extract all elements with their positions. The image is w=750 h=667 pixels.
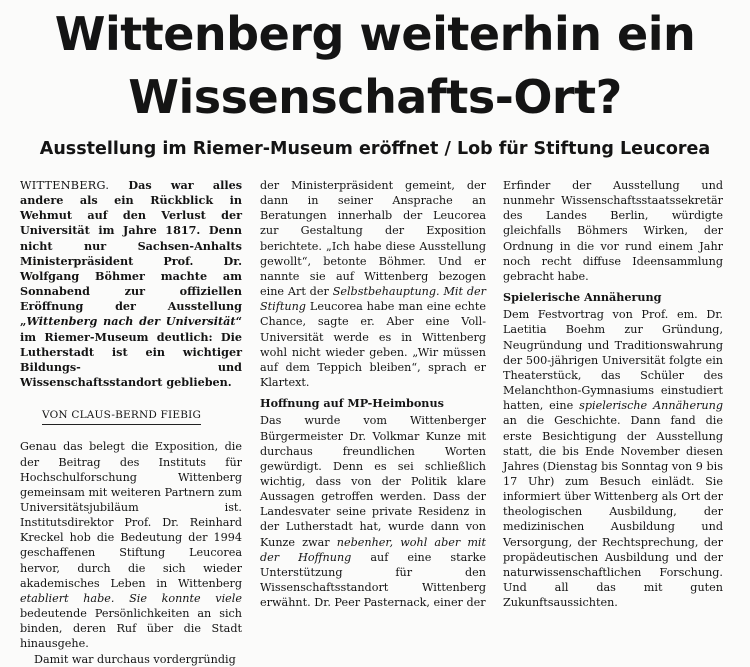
body-text: Das wurde vom Wittenberger Bürgermeister Dr. Volkmar Kunze mit durchaus freundlichen Worten gewürdigt. Denn es sei schließlich wichtig, dass von der Politik klare Aussagen getroffen werden. Dass der Landesvater seine private Residenz in der Lutherstadt hat, wurde dann von Kunze zwar: [260, 414, 486, 549]
body-text: Genau das belegt die Exposition, die der Beitrag des Instituts für Hochschulforschung Wittenberg gemeinsam mit weiteren Partnern zum Universitätsjubiläum ist. Institutsdirektor Prof. Dr. Reinhard Kreckel hob die Bedeutung der 1994 geschaffenen Stiftung Leucorea hervor, durch die sich wieder akademisches Leben in Wittenberg: [20, 440, 242, 590]
crosshead: Spielerische Annäherung: [503, 290, 662, 305]
body-text: auf eine starke Unterstützung für den Wissenschaftsstandort Wittenberg erwähnt. Dr. Peer Pasternack, einer der: [260, 550, 486, 610]
body-italic-text: spielerische Annäherung: [579, 399, 723, 413]
body-text: der Ministerpräsident gemeint, der dann in seiner Ansprache an Beratungen innerhalb der Leucorea zur Gestaltung der Exposition berichtete. „Ich habe diese Ausstellung gewollt“, betonte Böhmer. Und er nannte sie auf Wittenberg bezogen eine Art der: [260, 179, 486, 299]
body-italic-text: etabliert habe. Sie konnte viele: [20, 591, 242, 605]
body-text: bedeutende Persönlichkeiten an sich binden, deren Ruf über die Stadt hinausgehe.: [20, 607, 242, 651]
subheadline: Ausstellung im Riemer-Museum eröffnet / Lob für Stiftung Leucorea: [39, 139, 711, 159]
article-column-3: [503, 178, 723, 610]
lead-text-2: “ im Riemer-Museum deutlich: Die Lutherstadt ist ein wichtiger Bildungs- und Wissenschaftsstandort geblieben.: [20, 314, 242, 390]
body-text: an die Geschichte. Dann fand die erste Besichtigung der Ausstellung statt, die bis Ende November diesen Jahres (Dienstag bis Sonntag von 9 bis 17 Uhr) zum Besuch einlädt. Sie informiert über Wittenberg als Ort der theologischen Ausbildung, der medizinischen Ausbildung und Versorgung, der Rechtsprechung, der propädeutischen Ausbildung und der naturwissenschaftlichen Forschung. Und all das mit guten Zukunftsaussichten.: [503, 414, 723, 610]
headline-line-1: Wittenberg weiterhin ein: [54, 7, 696, 61]
lead-paragraph: [20, 178, 242, 390]
body-paragraph: [260, 178, 486, 390]
article-column-1: [20, 178, 242, 667]
body-text: Dem Festvortrag von Prof. em. Dr. Laetitia Boehm zur Gründung, Neugründung und Traditionswahrung der 500-jährigen Universität folgte ein Theaterstück, das Schüler des Melanchthon-Gymnasiums einstudiert hatten, eine: [503, 308, 723, 413]
byline: VON CLAUS-BERND FIEBIG: [42, 408, 201, 425]
body-paragraph: [20, 439, 242, 651]
body-paragraph: Erfinder der Ausstellung und nunmehr Wissenschaftsstaatssekretär des Landes Berlin, würdigte gleichfalls Böhmers Wirken, der Ordnung in die vor rund einem Jahr noch recht diffuse Ideensammlung gebracht habe.: [503, 179, 723, 283]
body-paragraph: [503, 307, 723, 610]
body-italic-text: Selbstbehauptung. Mit der Stiftung: [260, 285, 486, 314]
headline-line-2: Wissenschafts-Ort?: [128, 70, 622, 124]
lead-exhibition-title: Wittenberg nach der Universität: [26, 314, 236, 329]
body-text: Leucorea habe man eine echte Chance, sagte er. Aber eine Voll-Universität werde es in Wittenberg wohl nicht wieder geben. „Wir müssen auf dem Teppich bleiben“, sprach er Klartext.: [260, 300, 486, 390]
body-paragraph: Damit war durchaus vordergründig: [34, 652, 236, 666]
article-column-2: [260, 178, 486, 610]
crosshead: Hoffnung auf MP-Heimbonus: [260, 396, 444, 411]
body-italic-text: nebenher, wohl aber mit der Hoffnung: [260, 535, 487, 564]
lead-text-1: Das war alles andere als ein Rückblick in Wehmut auf den Verlust der Universität im Jahre 1817. Denn nicht nur Sachsen-Anhalts Ministerpräsident Prof. Dr. Wolfgang Böhmer machte am Sonnabend zur offiziellen Eröffnung der Ausstellung „: [20, 178, 242, 329]
dateline: WITTENBERG.: [20, 179, 110, 192]
body-paragraph: [260, 413, 486, 610]
